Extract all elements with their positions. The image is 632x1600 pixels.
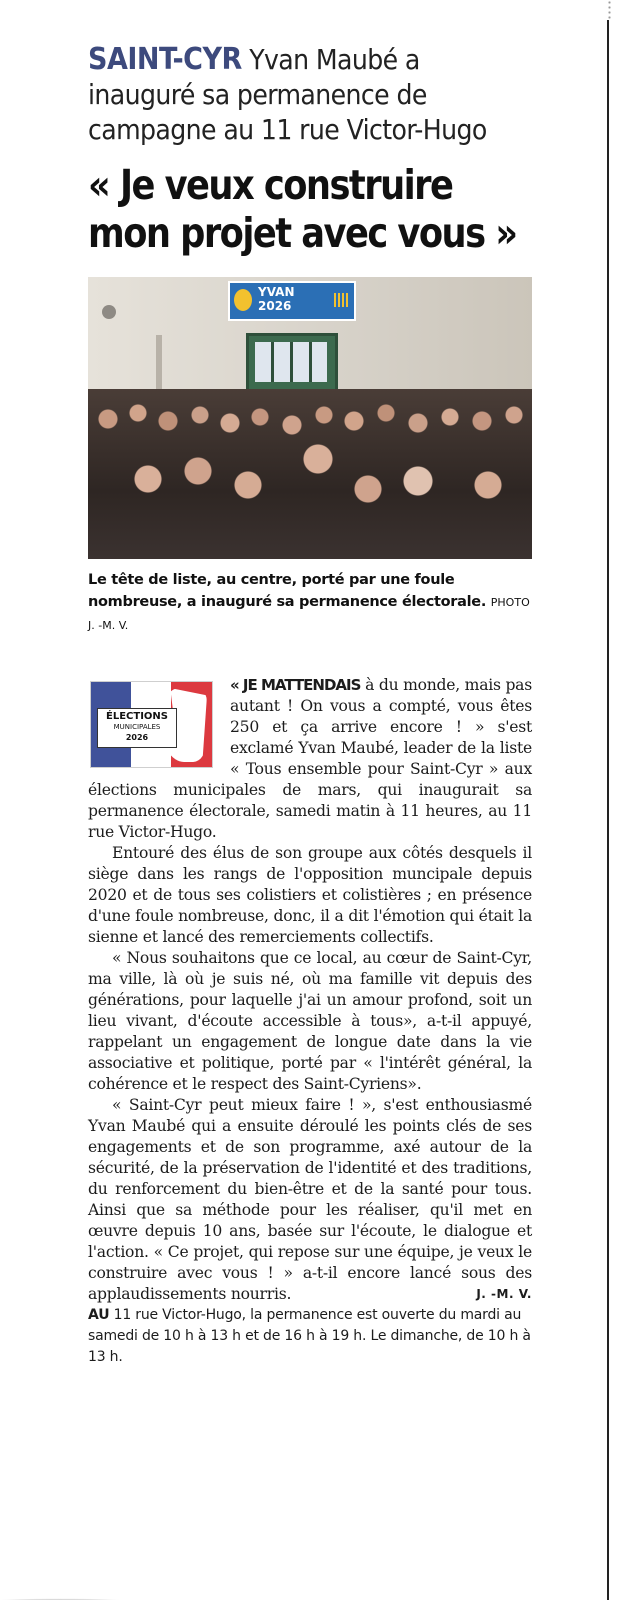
article-photo bbox=[88, 277, 532, 559]
author-signature: J. -M. V. bbox=[476, 1287, 532, 1301]
photo-lamp bbox=[102, 305, 116, 319]
elections-label bbox=[97, 708, 177, 748]
kicker-town: SAINT-CYR bbox=[88, 42, 242, 77]
paragraph-2: Entouré des élus de son groupe aux côtés desquels il siège dans les rangs de l'opposition muncipale depuis 2020 et de tous ses colistiers et colistières ; en présence d'une foule nombreuse, donc, il a dit l'émotion qui était la sienne et lancé des remerciements collectifs. bbox=[88, 844, 532, 946]
photo-crowd bbox=[88, 389, 532, 559]
bottom-shadow bbox=[0, 1586, 632, 1600]
paragraph-4-text: « Saint-Cyr peut mieux faire ! », s'est enthousiasmé Yvan Maubé qui a ensuite déroulé les points clés de ses engagements et de son programme, axé autour de la sécurité, de la préservation de l'identité et des traditions, du renforcement du bien-être et de la santé pour tous. Ainsi que sa méthode pour les réaliser, qu'il met en œuvre depuis 10 ans, basée sur l'écoute, le dialogue et l'action. « Ce projet, qui repose sur une équipe, je veux le construire avec vous ! » a-t-il encore lancé sous des applaudissements nourris. bbox=[88, 1096, 532, 1303]
column-rule bbox=[607, 20, 609, 1600]
elections-line1: ÉLECTIONS bbox=[106, 711, 168, 722]
banner-name: YVAN bbox=[258, 285, 295, 299]
opening-hours-info bbox=[88, 1305, 532, 1368]
banner-logo-icon bbox=[234, 289, 252, 311]
info-lead: AU bbox=[88, 1307, 110, 1323]
photo-campaign-banner bbox=[228, 281, 356, 321]
lead-caps: « JE MATTENDAIS bbox=[230, 676, 361, 694]
article-body bbox=[88, 675, 532, 1368]
paragraph-1-text: à du monde, mais pas autant ! On vous a compté, vous êtes 250 et ça arrive encore ! » s'est exclamé Yvan Maubé, leader de la liste « Tous ensemble pour Saint-Cyr » aux élections municipales de mars, qui inaugurait sa permanence électorale, samedi matin à 11 heures, au 11 rue Victor-Hugo. bbox=[88, 676, 532, 841]
headline: « Je veux construire mon projet avec vous » bbox=[88, 161, 517, 257]
paragraph-4 bbox=[88, 1095, 532, 1305]
article-text bbox=[88, 675, 532, 1305]
banner-qr-icon bbox=[334, 293, 348, 307]
kicker-text: Yvan Maubé a inauguré sa permanence de campagne au 11 rue Victor-Hugo bbox=[88, 43, 487, 146]
info-text: 11 rue Victor-Hugo, la permanence est ouverte du mardi au samedi de 10 h à 13 h et de 16 h à 19 h. Le dimanche, de 10 h à 13 h. bbox=[88, 1307, 531, 1365]
corner-dots bbox=[608, 0, 611, 20]
kicker bbox=[88, 42, 532, 147]
photo-caption bbox=[88, 569, 532, 637]
banner-year: 2026 bbox=[258, 299, 292, 313]
elections-line2: MUNICIPALES bbox=[113, 723, 161, 731]
photo-credit: PHOTO J. -M. V. bbox=[88, 596, 530, 632]
elections-line3: 2026 bbox=[125, 733, 149, 742]
elections-logo bbox=[90, 681, 213, 768]
article bbox=[88, 42, 532, 1368]
paragraph-3: « Nous souhaitons que ce local, au cœur de Saint-Cyr, ma ville, là où je suis né, où ma famille vit depuis des générations, pour laquelle j'ai un amour profond, soit un lieu vivant, d'écoute accessible à tous», a-t-il appuyé, rappelant un engagement de longue date dans la vie associative et politique, porté par « l'intérêt général, la cohérence et le respect des Saint-Cyriens». bbox=[88, 949, 532, 1093]
caption-text: Le tête de liste, au centre, porté par une foule nombreuse, a inauguré sa permanence électorale. bbox=[88, 572, 487, 610]
